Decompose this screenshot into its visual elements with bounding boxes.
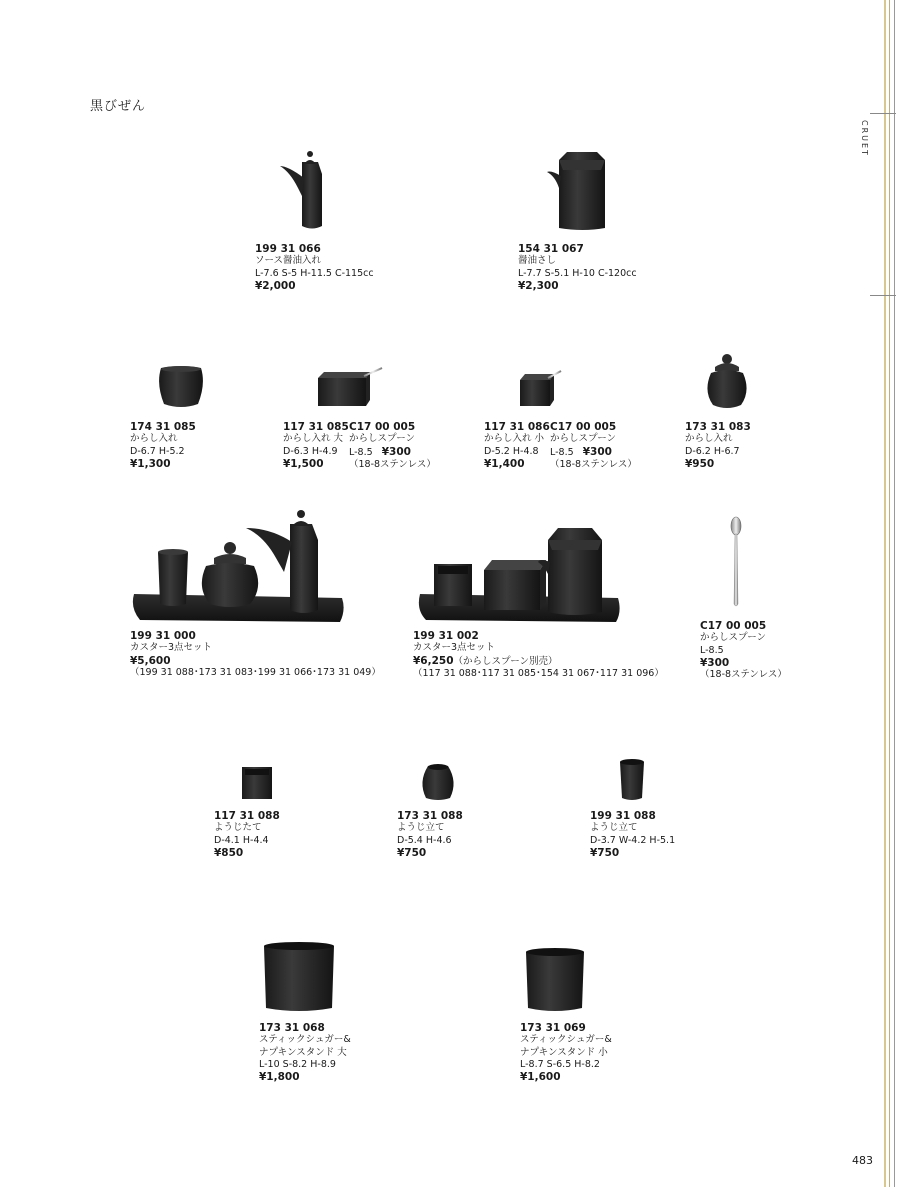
product-dims: L-8.5: [550, 446, 574, 458]
product-price: ¥2,300: [518, 279, 559, 292]
product-note: （18-8ステンレス）: [700, 669, 787, 681]
product-code: 173 31 083: [685, 421, 751, 433]
caption-p5-spoon: [550, 421, 637, 471]
product-dims: D-5.2 H-4.8: [484, 445, 539, 457]
product-code: C17 00 005: [349, 421, 416, 433]
product-price: ¥300: [381, 445, 411, 458]
frame-line-gold: [884, 0, 886, 1187]
product-name-2: ナプキンスタンド 大: [259, 1046, 347, 1058]
caption-p13: [259, 1022, 351, 1083]
caption-p6: [685, 421, 751, 470]
lidded-mustard-pot-image: [705, 353, 749, 411]
page-number: 483: [852, 1154, 873, 1167]
product-code: 173 31 068: [259, 1022, 325, 1034]
product-dims: D-6.7 H-5.2: [130, 445, 185, 457]
product-price: ¥1,600: [520, 1071, 561, 1084]
product-dims: D-6.2 H-6.7: [685, 445, 740, 457]
product-name: からし入れ: [685, 433, 733, 445]
product-name: スティックシュガー&: [520, 1034, 612, 1046]
product-name: 醤油さし: [518, 255, 557, 267]
product-name: ようじ立て: [590, 822, 638, 834]
product-dims: L-8.5: [349, 446, 373, 458]
product-code: 117 31 088: [214, 810, 280, 822]
product-name: スティックシュガー&: [259, 1034, 351, 1046]
product-dims: L-8.5: [700, 644, 724, 656]
product-code: 199 31 088: [590, 810, 656, 822]
product-price: ¥300: [582, 445, 612, 458]
product-price-note: （からしスプーン別売）: [453, 655, 558, 667]
product-price: ¥300: [700, 656, 730, 669]
caption-p5: [484, 421, 550, 470]
product-code: 173 31 088: [397, 810, 463, 822]
product-code: 199 31 002: [413, 630, 479, 642]
product-code: 174 31 085: [130, 421, 196, 433]
product-code: C17 00 005: [700, 620, 767, 632]
product-code: 117 31 086: [484, 421, 550, 433]
section-title: 黒びぜん: [90, 99, 147, 114]
product-name: からしスプーン: [349, 433, 416, 445]
mustard-box-small-image: [518, 368, 562, 408]
product-name: カスター3点セット: [130, 642, 213, 654]
caption-p10: [214, 810, 280, 859]
mustard-pot-image: [156, 364, 206, 410]
mustard-box-large-image: [316, 366, 384, 408]
product-name: からしスプーン: [700, 632, 767, 644]
product-price: ¥750: [590, 846, 620, 859]
product-price: ¥1,300: [130, 457, 171, 470]
product-dims: L-8.7 S-6.5 H-8.2: [520, 1058, 600, 1070]
product-price: ¥750: [397, 846, 427, 859]
product-code: 199 31 066: [255, 243, 321, 255]
toothpick-holder-round-image: [418, 762, 458, 802]
product-price: ¥1,800: [259, 1071, 300, 1084]
mustard-spoon-image: [726, 516, 746, 608]
product-price: ¥1,500: [283, 457, 324, 470]
product-note: （18-8ステンレス）: [550, 458, 637, 470]
caption-p4: [283, 421, 349, 470]
product-code: 117 31 085: [283, 421, 349, 433]
caption-p3: [130, 421, 196, 470]
product-price: ¥5,600: [130, 654, 171, 667]
product-dims: D-6.3 H-4.9: [283, 445, 338, 457]
product-price: ¥1,400: [484, 457, 525, 470]
cruet-set-square-image: [416, 518, 622, 632]
caption-p1: [255, 243, 374, 292]
product-name: からしスプーン: [550, 433, 617, 445]
toothpick-holder-square-image: [240, 765, 274, 801]
product-dims: L-10 S-8.2 H-8.9: [259, 1058, 336, 1070]
product-dims: L-7.6 S-5 H-11.5 C-115cc: [255, 267, 374, 279]
caption-p11: [397, 810, 463, 859]
product-name: からし入れ 小: [484, 433, 545, 445]
side-rule-bottom: [870, 295, 896, 296]
frame-line-gold-2: [889, 0, 890, 1187]
product-price: ¥850: [214, 846, 244, 859]
product-name: からし入れ: [130, 433, 178, 445]
product-note: （117 31 088･117 31 085･154 31 067･117 31 096）: [413, 667, 664, 679]
product-code: 199 31 000: [130, 630, 196, 642]
product-code: 173 31 069: [520, 1022, 586, 1034]
product-name: ソース醤油入れ: [255, 255, 322, 267]
caption-p4-spoon: [349, 421, 436, 471]
product-name: からし入れ 大: [283, 433, 344, 445]
caption-p9: [700, 620, 787, 681]
frame-line-gray: [894, 0, 895, 1187]
product-code: 154 31 067: [518, 243, 584, 255]
caption-p2: [518, 243, 637, 292]
napkin-stand-small-image: [524, 946, 586, 1014]
toothpick-holder-tall-image: [616, 758, 648, 802]
caption-p8: [413, 630, 664, 680]
cruet-set-round-image: [130, 506, 346, 630]
product-name: カスター3点セット: [413, 642, 496, 654]
product-price: ¥950: [685, 457, 715, 470]
product-note: （199 31 088･173 31 083･199 31 066･173 31 049）: [130, 666, 381, 678]
product-name-2: ナプキンスタンド 小: [520, 1046, 608, 1058]
side-rule-top: [870, 113, 896, 114]
product-code: C17 00 005: [550, 421, 617, 433]
product-dims: D-5.4 H-4.6: [397, 834, 452, 846]
side-label: CRUET: [860, 120, 869, 157]
product-dims: D-3.7 W-4.2 H-5.1: [590, 834, 676, 846]
product-note: （18-8ステンレス）: [349, 458, 436, 470]
product-price: ¥2,000: [255, 279, 296, 292]
caption-p7: [130, 630, 381, 679]
product-dims: L-7.7 S-5.1 H-10 C-120cc: [518, 267, 637, 279]
product-price: ¥6,250: [413, 654, 454, 667]
soy-dispenser-image: [545, 150, 607, 232]
product-name: ようじたて: [214, 822, 262, 834]
caption-p12: [590, 810, 675, 859]
product-dims: D-4.1 H-4.4: [214, 834, 269, 846]
caption-p14: [520, 1022, 612, 1083]
sauce-pourer-image: [278, 148, 338, 232]
napkin-stand-large-image: [262, 940, 336, 1014]
product-name: ようじ立て: [397, 822, 445, 834]
